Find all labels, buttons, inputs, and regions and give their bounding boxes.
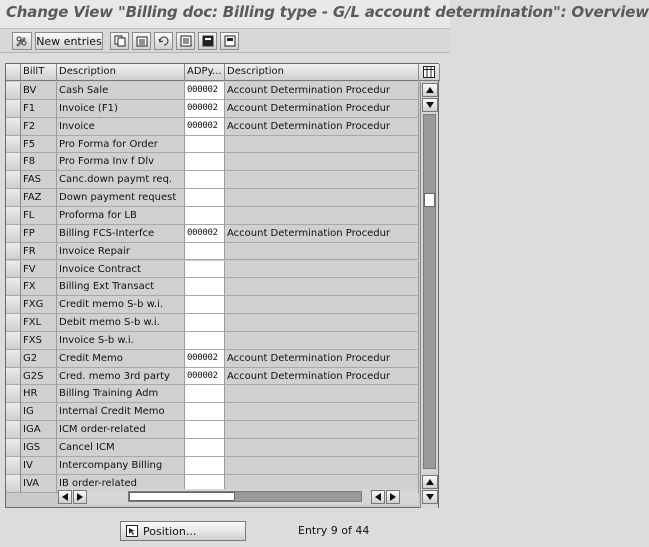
billing-type-cell: FX — [21, 278, 57, 296]
row-selector[interactable] — [6, 207, 21, 225]
row-selector[interactable] — [6, 457, 21, 475]
acct-det-procedure-field[interactable] — [185, 243, 225, 261]
row-selector[interactable] — [6, 243, 21, 261]
arrow-right-icon — [77, 493, 83, 501]
table-row[interactable] — [6, 296, 419, 314]
row-selector[interactable] — [6, 350, 21, 368]
billing-type-cell: FV — [21, 261, 57, 279]
billing-type-cell: FL — [21, 207, 57, 225]
description-cell: Billing Ext Transact — [57, 278, 185, 296]
description-cell: ICM order-related — [57, 421, 185, 439]
procedure-description-cell — [225, 153, 419, 171]
deselect-all-icon — [224, 35, 236, 47]
acct-det-procedure-field[interactable]: 000002 — [185, 82, 225, 100]
scroll-left-end-button[interactable] — [371, 490, 385, 504]
billing-type-cell: FR — [21, 243, 57, 261]
acct-det-procedure-field[interactable] — [185, 332, 225, 350]
horizontal-scroll-thumb[interactable] — [129, 492, 235, 501]
arrow-down-icon — [426, 494, 434, 500]
procedure-description-cell — [225, 171, 419, 189]
acct-det-procedure-field[interactable] — [185, 296, 225, 314]
delete-button[interactable] — [132, 32, 151, 50]
column-header-procedure-description[interactable]: Description — [225, 64, 419, 81]
procedure-description-cell: Account Determination Procedur — [225, 118, 419, 136]
procedure-description-cell — [225, 278, 419, 296]
select-all-icon — [180, 35, 192, 47]
row-selector[interactable] — [6, 153, 21, 171]
delete-icon — [136, 35, 148, 47]
description-cell: Pro Forma Inv f Dlv — [57, 153, 185, 171]
page-down-button[interactable] — [422, 98, 438, 112]
table-control — [5, 63, 439, 508]
table-row[interactable] — [6, 225, 419, 243]
description-cell: Debit memo S-b w.i. — [57, 314, 185, 332]
table-row[interactable] — [6, 261, 419, 279]
billing-type-cell: F2 — [21, 118, 57, 136]
row-selector[interactable] — [6, 332, 21, 350]
row-selector[interactable] — [6, 475, 21, 493]
acct-det-procedure-field[interactable] — [185, 457, 225, 475]
entry-counter: Entry 9 of 44 — [298, 524, 370, 537]
table-row[interactable] — [6, 421, 419, 439]
acct-det-procedure-field[interactable] — [185, 421, 225, 439]
acct-det-procedure-field[interactable] — [185, 171, 225, 189]
description-cell: Intercompany Billing — [57, 457, 185, 475]
billing-type-cell: IGA — [21, 421, 57, 439]
acct-det-procedure-field[interactable] — [185, 439, 225, 457]
row-selector[interactable] — [6, 278, 21, 296]
copy-as-button[interactable] — [110, 32, 129, 50]
billing-type-cell: FAZ — [21, 189, 57, 207]
description-cell: Internal Credit Memo — [57, 403, 185, 421]
billing-type-cell: FP — [21, 225, 57, 243]
select-block-icon — [202, 35, 214, 47]
select-all-rows-header[interactable] — [6, 64, 21, 81]
billing-type-cell: FXS — [21, 332, 57, 350]
acct-det-procedure-field[interactable] — [185, 278, 225, 296]
table-row[interactable] — [6, 439, 419, 457]
description-cell: Credit Memo — [57, 350, 185, 368]
description-cell: Invoice (F1) — [57, 100, 185, 118]
procedure-description-cell — [225, 403, 419, 421]
arrow-up-icon — [426, 479, 434, 485]
table-row[interactable] — [6, 385, 419, 403]
row-selector[interactable] — [6, 189, 21, 207]
description-cell: Invoice S-b w.i. — [57, 332, 185, 350]
description-cell: Cred. memo 3rd party — [57, 368, 185, 386]
billing-type-cell: HR — [21, 385, 57, 403]
acct-det-procedure-field[interactable]: 000002 — [185, 225, 225, 243]
billing-type-cell: IGS — [21, 439, 57, 457]
billing-type-cell: BV — [21, 82, 57, 100]
procedure-description-cell: Account Determination Procedur — [225, 225, 419, 243]
acct-det-procedure-field[interactable] — [185, 189, 225, 207]
scroll-down-button[interactable] — [422, 490, 438, 504]
position-cursor-icon — [126, 525, 138, 537]
table-row[interactable] — [6, 136, 419, 154]
table-row[interactable] — [6, 368, 419, 386]
billing-type-cell: F1 — [21, 100, 57, 118]
arrow-down-icon — [426, 102, 434, 108]
new-entries-button[interactable]: New entries — [35, 32, 103, 50]
billing-type-cell: FXL — [21, 314, 57, 332]
select-block-button[interactable] — [198, 32, 217, 50]
title-bar — [0, 0, 649, 28]
arrow-up-icon — [426, 87, 434, 93]
procedure-description-cell — [225, 439, 419, 457]
procedure-description-cell — [225, 457, 419, 475]
acct-det-procedure-field[interactable] — [185, 314, 225, 332]
description-cell: Credit memo S-b w.i. — [57, 296, 185, 314]
row-selector[interactable] — [6, 368, 21, 386]
acct-det-procedure-field[interactable]: 000002 — [185, 100, 225, 118]
row-selector[interactable] — [6, 136, 21, 154]
procedure-description-cell — [225, 207, 419, 225]
description-cell: Pro Forma for Order — [57, 136, 185, 154]
pencil-glasses-icon — [15, 35, 29, 47]
column-header-description[interactable]: Description — [57, 64, 185, 81]
row-selector[interactable] — [6, 421, 21, 439]
billing-type-cell: G2S — [21, 368, 57, 386]
procedure-description-cell — [225, 243, 419, 261]
billing-type-cell: IV — [21, 457, 57, 475]
undo-icon — [158, 35, 170, 47]
undo-change-button[interactable] — [154, 32, 173, 50]
procedure-description-cell — [225, 296, 419, 314]
table-row[interactable] — [6, 457, 419, 475]
description-cell: Down payment request — [57, 189, 185, 207]
vertical-scroll-track[interactable] — [423, 114, 436, 469]
procedure-description-cell — [225, 332, 419, 350]
acct-det-procedure-field[interactable] — [185, 136, 225, 154]
table-row[interactable] — [6, 332, 419, 350]
table-row[interactable] — [6, 118, 419, 136]
row-selector[interactable] — [6, 225, 21, 243]
description-cell: Canc.down paymt req. — [57, 171, 185, 189]
position-button-label: Position... — [143, 524, 197, 538]
vertical-scrollbar[interactable] — [420, 82, 438, 508]
table-row[interactable] — [6, 314, 419, 332]
scroll-right-button[interactable] — [386, 490, 400, 504]
acct-det-procedure-field[interactable] — [185, 153, 225, 171]
billing-type-cell: F5 — [21, 136, 57, 154]
billing-type-cell: FXG — [21, 296, 57, 314]
description-cell: Invoice — [57, 118, 185, 136]
table-row[interactable] — [6, 403, 419, 421]
column-header-billing-type[interactable]: BillT — [21, 64, 57, 81]
vertical-scroll-thumb[interactable] — [424, 193, 435, 207]
acct-det-procedure-field[interactable]: 000002 — [185, 118, 225, 136]
procedure-description-cell — [225, 261, 419, 279]
billing-type-cell: F8 — [21, 153, 57, 171]
row-selector[interactable] — [6, 261, 21, 279]
table-row[interactable] — [6, 243, 419, 261]
position-button[interactable] — [120, 521, 246, 541]
procedure-description-cell — [225, 314, 419, 332]
table-settings-button[interactable] — [419, 64, 440, 81]
acct-det-procedure-field[interactable] — [185, 403, 225, 421]
deselect-all-button[interactable] — [220, 32, 239, 50]
description-cell: Billing Training Adm — [57, 385, 185, 403]
table-config-icon — [423, 66, 435, 78]
billing-type-cell: FAS — [21, 171, 57, 189]
table-row[interactable] — [6, 278, 419, 296]
table-row[interactable] — [6, 350, 419, 368]
arrow-right-icon — [390, 493, 396, 501]
arrow-left-icon — [62, 493, 68, 501]
horizontal-scrollbar[interactable] — [58, 489, 418, 505]
acct-det-procedure-field[interactable]: 000002 — [185, 368, 225, 386]
acct-det-procedure-field[interactable] — [185, 385, 225, 403]
procedure-description-cell: Account Determination Procedur — [225, 350, 419, 368]
table-row[interactable] — [6, 171, 419, 189]
table-row[interactable] — [6, 207, 419, 225]
description-cell: Invoice Repair — [57, 243, 185, 261]
procedure-description-cell — [225, 136, 419, 154]
application-toolbar — [0, 28, 450, 53]
horizontal-scroll-track[interactable] — [128, 491, 362, 502]
description-cell: Invoice Contract — [57, 261, 185, 279]
row-selector[interactable] — [6, 385, 21, 403]
billing-type-cell: IG — [21, 403, 57, 421]
description-cell: IB order-related — [57, 475, 185, 493]
billing-type-cell: IVA — [21, 475, 57, 493]
row-selector[interactable] — [6, 118, 21, 136]
scroll-up-button[interactable] — [422, 83, 438, 97]
description-cell: Cancel ICM — [57, 439, 185, 457]
row-selector[interactable] — [6, 82, 21, 100]
procedure-description-cell — [225, 189, 419, 207]
acct-det-procedure-field[interactable] — [185, 207, 225, 225]
acct-det-procedure-field[interactable] — [185, 261, 225, 279]
scroll-left-button[interactable] — [58, 490, 72, 504]
copy-icon — [114, 35, 126, 47]
table-row[interactable] — [6, 189, 419, 207]
page-title: Change View "Billing doc: Billing type - G/L account determination": Overview — [6, 3, 649, 21]
description-cell: Cash Sale — [57, 82, 185, 100]
table-row[interactable] — [6, 153, 419, 171]
row-selector[interactable] — [6, 171, 21, 189]
row-selector[interactable] — [6, 296, 21, 314]
procedure-description-cell: Account Determination Procedur — [225, 368, 419, 386]
procedure-description-cell: Account Determination Procedur — [225, 82, 419, 100]
procedure-description-cell: Account Determination Procedur — [225, 100, 419, 118]
procedure-description-cell — [225, 421, 419, 439]
description-cell: Proforma for LB — [57, 207, 185, 225]
select-all-button[interactable] — [176, 32, 195, 50]
procedure-description-cell — [225, 385, 419, 403]
page-up-button[interactable] — [422, 475, 438, 489]
acct-det-procedure-field[interactable]: 000002 — [185, 350, 225, 368]
table-row[interactable] — [6, 100, 419, 118]
row-selector[interactable] — [6, 100, 21, 118]
arrow-left-icon — [375, 493, 381, 501]
table-row[interactable] — [6, 82, 419, 100]
column-header-acct-det-procedure[interactable]: ADPy... — [185, 64, 225, 81]
row-selector[interactable] — [6, 403, 21, 421]
row-selector[interactable] — [6, 314, 21, 332]
scroll-right-small-button[interactable] — [73, 490, 87, 504]
description-cell: Billing FCS-Interfce — [57, 225, 185, 243]
billing-type-cell: G2 — [21, 350, 57, 368]
row-selector[interactable] — [6, 439, 21, 457]
display-change-toggle-button[interactable] — [12, 32, 32, 50]
